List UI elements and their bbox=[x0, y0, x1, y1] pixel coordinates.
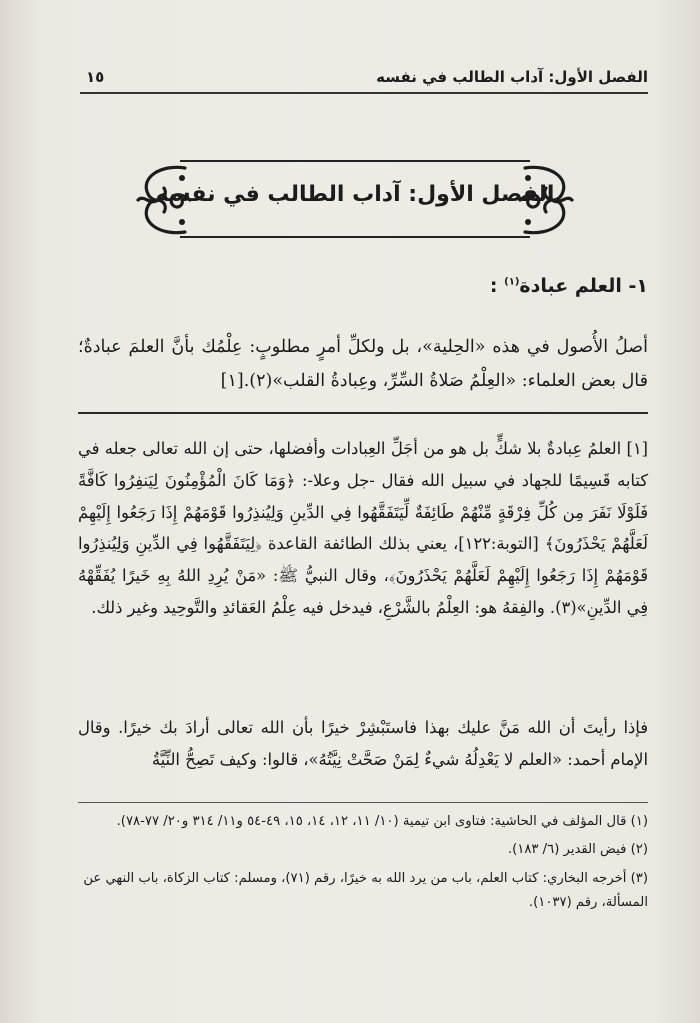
section-heading-text: ١- العلم عبادة bbox=[519, 275, 648, 297]
chapter-title: الفصل الأول: آداب الطالب في نفسه bbox=[155, 182, 555, 207]
running-head bbox=[80, 62, 648, 94]
footnote-separator bbox=[78, 802, 648, 803]
commentary-text: فإذا رأيتَ أن الله مَنَّ عليك بهذا فاستَبْشِرْ خيرًا بأن الله تعالى أرادَ بك خيرًا. وقال الإمام أحمد: «العلم لا يَعْدِلُهُ شيءٌ لِمَنْ صَحَّتْ نِيَّتُهُ»، قالوا: وكيف تَصِحُّ النِّيَّةُ bbox=[78, 718, 648, 769]
banner-rule-bottom bbox=[180, 236, 530, 238]
commentary-paragraph bbox=[78, 712, 648, 776]
commentary-separator bbox=[78, 412, 648, 414]
footnote-item: (٢) فيض القدير (٦/ ١٨٣). bbox=[507, 842, 648, 858]
section-heading bbox=[78, 275, 648, 297]
heading-colon: : bbox=[489, 275, 498, 297]
footnotes bbox=[78, 810, 648, 920]
footnote-ref[interactable]: (١) bbox=[504, 276, 520, 288]
footnote-item: (١) قال المؤلف في الحاشية: فتاوى ابن تيمية (١٠/ ١١، ١٢، ١٤، ١٥، ٤٩-٥٤ و١١/ ٣١٤ و٢٠/ ٧٧-٧٨). bbox=[116, 814, 648, 829]
paragraph-text: أصلُ الأُصول في هذه «الحِلية»، بل ولكلِّ أمرٍ مطلوبٍ: عِلْمُك بأنَّ العلمَ عبادةٌ؛ قال بعض العلماء: «العِلْمُ صَلاةُ السِّرِّ، وعِبادةُ القلب»(٢).[١] bbox=[78, 337, 648, 392]
commentary-paragraph bbox=[78, 433, 648, 624]
page-number: ١٥ bbox=[86, 68, 105, 86]
commentary-text: [١] العلمُ عِبادةٌ بلا شكٍّ بل هو من أجَلِّ العِبادات وأفضلها، حتى إن الله تعالى جعله في كتابه قَسِيمًا للجهاد في سبيل الله فقال -جل وعلا-: ﴿وَمَا كَانَ الْمُؤْمِنُونَ لِيَنفِرُوا كَافَّةً فَلَوْلَا نَفَرَ مِن كُلِّ فِرْقَةٍ مِّنْهُمْ طَائِفَةٌ لِّيَتَفَقَّهُوا فِي الدِّينِ وَلِيُنذِرُوا قَوْمَهُمْ إِذَا رَجَعُوا إِلَيْهِمْ لَعَلَّهُمْ يَحْذَرُونَ﴾ [التوبة:١٢٢]، يعني بذلك الطائفة القاعدة ﴿لِيَتَفَقَّهُوا فِي الدِّينِ وَلِيُنذِرُوا قَوْمَهُمْ إِذَا رَجَعُوا إِلَيْهِمْ لَعَلَّهُمْ يَحْذَرُونَ﴾، وقال النبيُّ ﷺ: «مَنْ يُرِدِ اللهُ بِهِ خَيرًا يُفَقِّهْهُ فِي الدِّينِ»(٣). والفِقهُ هو: العِلْمُ بالشَّرْعِ، فيدخل فيه عِلْمُ العَقائدِ والتَّوحِيد وغير ذلك. bbox=[78, 439, 648, 617]
chapter-banner bbox=[140, 160, 570, 240]
running-title: الفصل الأول: آداب الطالب في نفسه bbox=[376, 68, 648, 86]
banner-rule-top bbox=[180, 160, 530, 162]
footnote-item: (٣) أخرجه البخاري: كتاب العلم، باب من يرد الله به خيرًا، رقم (٧١)، ومسلم: كتاب الزكاة، باب النهي عن المسألة، رقم (١٠٣٧). bbox=[83, 870, 648, 911]
main-paragraph bbox=[78, 330, 648, 398]
